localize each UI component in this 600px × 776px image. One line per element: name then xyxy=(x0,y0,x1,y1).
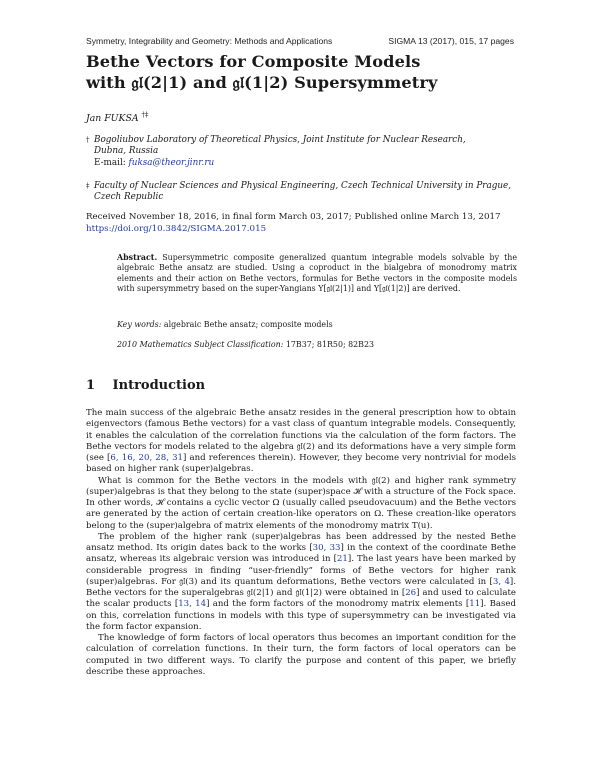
running-header xyxy=(86,36,514,46)
affiliation-mark: † xyxy=(86,136,90,144)
citation-link[interactable]: 13, 14 xyxy=(178,599,207,610)
email-link[interactable]: fuksa@theor.jinr.ru xyxy=(128,157,215,168)
section-number: 1 xyxy=(86,378,96,393)
citation-link[interactable]: 6, 16, 20, 28, 31 xyxy=(110,453,184,463)
affiliation-mark: ‡ xyxy=(86,182,90,190)
msc-codes: 17B37; 81R50; 82B23 xyxy=(285,340,375,349)
affiliation-line: Czech Republic xyxy=(94,192,164,203)
keywords-text: algebraic Bethe ansatz; composite models xyxy=(163,320,333,329)
affiliation-line: Faculty of Nuclear Sciences and Physical Engineering, Czech Technical University in Prague, xyxy=(94,181,512,191)
citation-link[interactable]: 26 xyxy=(405,588,417,598)
affiliation-2 xyxy=(86,181,516,204)
abstract-text: Supersymmetric composite generalized quantum integrable models solvable by the algebraic Bethe ansatz are studied. Using a coproduct in the bialgebra of monodromy matrix elements and their action on Bethe vectors, formulas for Bethe vectors in the composite models with supersymmetry based on the super-Yangians Y[𝔤𝔩(2|1)] and Y[𝔤𝔩(1|2)] are derived. xyxy=(117,253,518,293)
author-name: Jan FUKSA xyxy=(86,113,139,125)
paragraph: The knowledge of form factors of local operators thus becomes an important condition for the calculation of correlation functions. In their turn, the form factors of local operators can be computed in two different ways. To clarify the purpose and content of this paper, we briefly describe these approaches. xyxy=(86,633,516,677)
section-title: Introduction xyxy=(112,378,206,393)
body-text xyxy=(86,408,516,678)
journal-citation: SIGMA 13 (2017), 015, 17 pages xyxy=(388,36,514,46)
keywords xyxy=(117,320,517,329)
citation-link[interactable]: 3, 4 xyxy=(492,576,510,587)
email-line xyxy=(94,158,516,169)
citation-link[interactable]: 11 xyxy=(469,599,481,610)
abstract-label: Abstract. xyxy=(117,253,158,262)
abstract xyxy=(117,253,517,294)
paragraph: What is common for the Bethe vectors in the models with 𝔤𝔩(2) and higher rank symmetry (super)algebras is that they belong to the state (super)space ℋ with a structure of the Fock space. In other words, ℋ contains a cyclic vector Ω (usually called pseudovacuum) and the Bethe vectors are generated by the action of certain creation-like operators on Ω. These creation-like operators belong to the (super)algebra of matrix elements of the monodromy matrix T(u). xyxy=(86,475,516,531)
citation-link[interactable]: 30, 33 xyxy=(312,543,341,553)
affiliation-line: Bogoliubov Laboratory of Theoretical Physics, Joint Institute for Nuclear Research, xyxy=(94,135,466,145)
paragraph: The problem of the higher rank (super)algebras has been addressed by the nested Bethe ansatz method. Its origin dates back to the works [30, 33] in the context of the coordinate Bethe ansatz, whereas its algebraic version was introduced in [21]. The last years have been marked by considerable progress in finding “user-friendly” forms of Bethe vectors for higher rank (super)algebras. For 𝔤𝔩(3) and its quantum deformations, Bethe vectors were calculated in [3, 4]. Bethe vectors for the superalgebras 𝔤𝔩(2|1) and 𝔤𝔩(1|2) were obtained in [26] and used to calculate the scalar products [13, 14] and the form factors of the monodromy matrix elements [11]. Based on this, correlation functions in models with this type of supersymmetry can be investigated via the form factor expansion. xyxy=(86,531,517,632)
citation-link[interactable]: 21 xyxy=(336,554,348,565)
affiliation-line: Dubna, Russia xyxy=(94,146,159,157)
paragraph: The main success of the algebraic Bethe ansatz resides in the general prescription how to obtain eigenvectors (famous Bethe vectors) for a vast class of quantum integrable models. Consequently, it enables the calculation of the correlation functions via the calculation of the form factors. The Bethe vectors for models related to the algebra 𝔤𝔩(2) and its deformations have a very simple form (see [6, 16, 20, 28, 31] and references therein). However, they become very nontrivial for models based on higher rank (super)algebras. xyxy=(86,408,516,475)
email-label: E-mail: xyxy=(94,157,126,168)
section-heading xyxy=(86,378,205,393)
doi-link[interactable]: https://doi.org/10.3842/SIGMA.2017.015 xyxy=(86,223,267,234)
title-line-1: Bethe Vectors for Composite Models xyxy=(86,52,421,71)
publication-info xyxy=(86,212,526,235)
journal-name: Symmetry, Integrability and Geometry: Methods and Applications xyxy=(86,36,333,46)
msc-label: 2010 Mathematics Subject Classification: xyxy=(117,340,284,349)
keywords-label: Key words: xyxy=(117,320,162,329)
received-dates: Received November 18, 2016, in final form March 03, 2017; Published online March 13, 2017 xyxy=(86,212,501,222)
affiliation-1 xyxy=(86,135,516,169)
author-affiliation-marks: †‡ xyxy=(141,111,149,119)
msc-classification xyxy=(117,340,517,349)
title-line-2: with 𝔤𝔩(2|1) and 𝔤𝔩(1|2) Supersymmetry xyxy=(86,72,438,92)
author xyxy=(86,111,149,124)
paper-title xyxy=(86,52,516,93)
